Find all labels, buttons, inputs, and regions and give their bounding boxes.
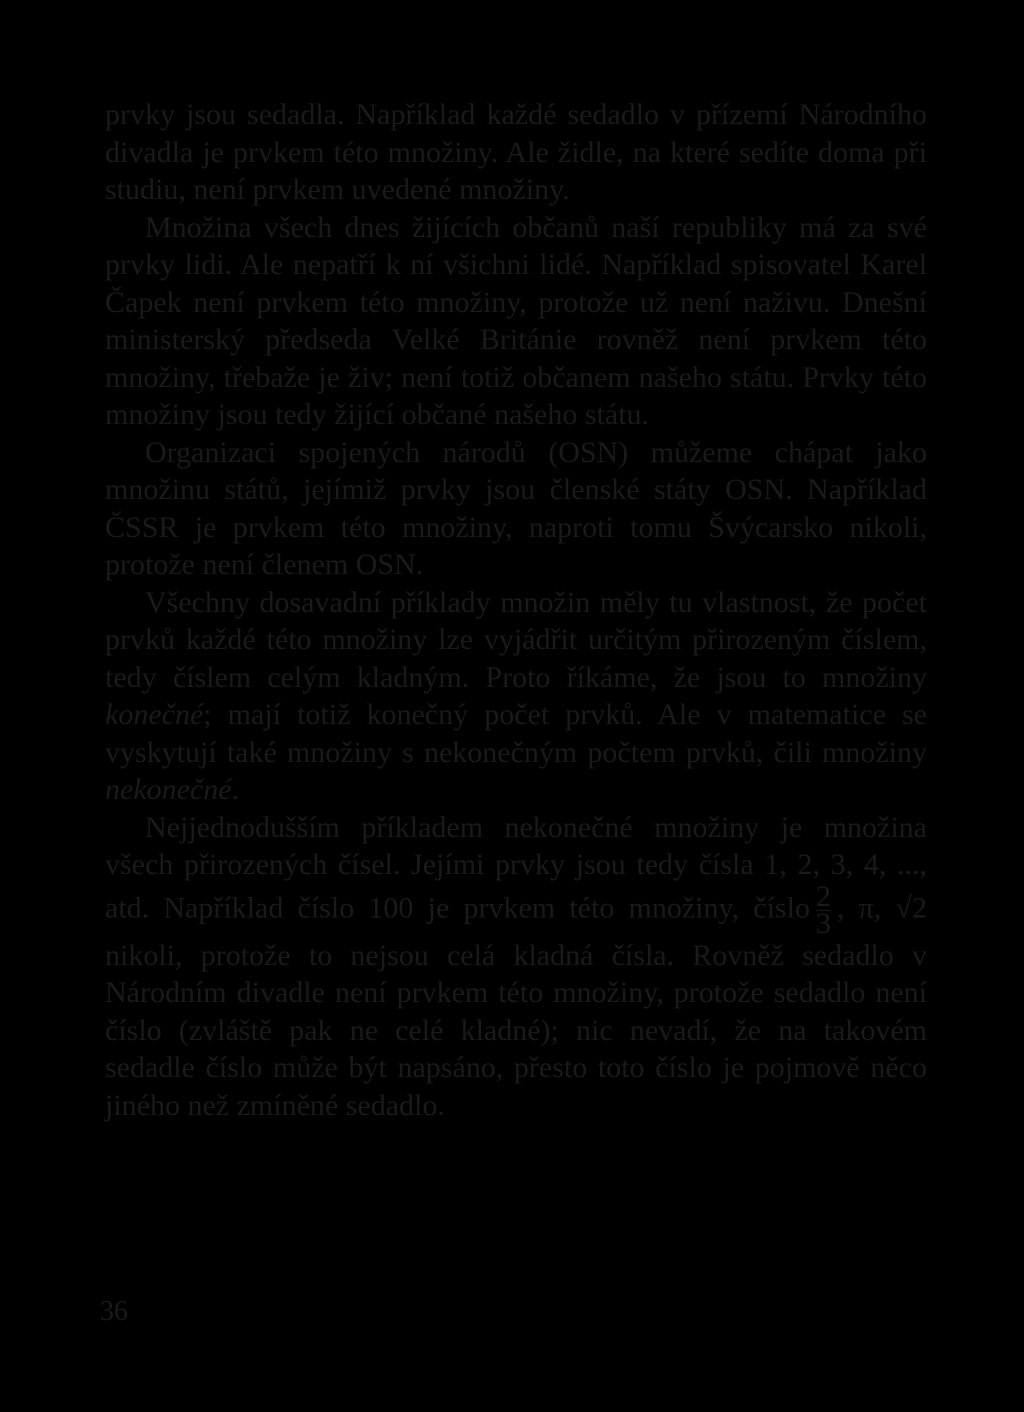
term-finite: konečné [105, 698, 204, 731]
page-text-block [105, 96, 927, 1124]
paragraph-5-part-b: , π, √2 nikoli, protože to nejsou celá kladná čísla. Rovněž sedadlo v Národním divadle není prvkem této množiny, protože sedadlo není číslo (zvláště pak ne celé kladné); nic nevadí, že na takovém sedadle číslo může být napsáno, přesto toto číslo je pojmově něco jiného než zmíněné sedadlo. [105, 890, 927, 1122]
paragraph-4-part-c: . [231, 773, 240, 806]
paragraph-5-part-a: Nejjednodušším příkladem nekonečné množiny je množina všech přirozených čísel. Jejími prvky jsou tedy čísla 1, 2, 3, 4, ..., atd. Například číslo 100 je prvkem této množiny, číslo [105, 810, 927, 924]
fraction-numerator: 2 [815, 879, 831, 913]
term-infinite: nekonečné [105, 773, 232, 806]
paragraph-4-part-b: ; mají totiž konečný počet prvků. Ale v matematice se vyskytují také množiny s nekonečným počtem prvků, čili množiny [105, 698, 927, 769]
paragraph-5 [105, 809, 927, 1125]
paragraph-4 [105, 584, 927, 809]
page-number: 36 [100, 1296, 128, 1327]
fraction-denominator: 3 [815, 906, 831, 940]
paragraph-3: Organizaci spojených národů (OSN) můžeme chápat jako množinu států, jejímiž prvky jsou členské státy OSN. Například ČSSR je prvkem této množiny, naproti tomu Švýcarsko nikoli, protože není členem OSN. [105, 435, 927, 581]
paragraph-2: Množina všech dnes žijících občanů naší republiky má za své prvky lidi. Ale nepatří k ní všichni lidé. Například spisovatel Karel Čapek není prvkem této množiny, protože už není naživu. Dnešní ministerský předseda Velké Británie rovněž není prvkem této množiny, třebaže je živ; není totiž občanem našeho státu. Prvky této množiny jsou tedy žijící občané našeho státu. [105, 210, 927, 431]
fraction [815, 879, 831, 940]
paragraph-4-part-a: Všechny dosavadní příklady množin měly tu vlastnost, že počet prvků každé této množiny lze vyjádřit určitým přirozeným číslem, tedy číslem celým kladným. Proto říkáme, že jsou to množiny [105, 585, 927, 694]
paragraph-1: prvky jsou sedadla. Například každé sedadlo v přízemí Národního divadla je prvkem této množiny. Ale židle, na které sedíte doma při studiu, není prvkem uvedené množiny. [105, 98, 927, 206]
